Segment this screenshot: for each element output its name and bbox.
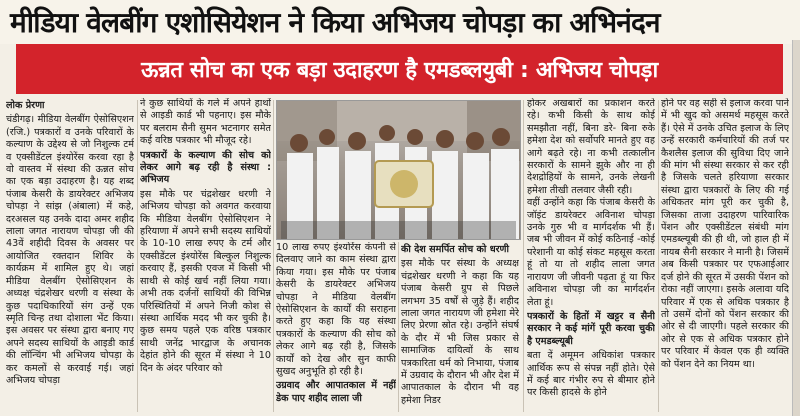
column-4 [401, 242, 519, 412]
divider [273, 100, 274, 412]
column-3 [276, 242, 396, 412]
column-3-subhead: उग्रवाद और आपातकाल में नहीं डेक पाए शहीद लाला जी [276, 380, 396, 404]
column-4-text: इस मौके पर संस्था के अध्यक्ष चंद्रशेखर धरणी ने कहा कि यह पंजाब केसरी ग्रुप से पिछले लगभग 35 वर्षों से जुड़े हैं। शहीद लाला जगत नारायण जी हमेशा मेरे लिए प्रेरणा स्रोत रहे। उन्होंने संघर्ष के दौर में भी जिस प्रकार से सामाजिक दायित्वों के साथ पत्रकारिता धर्म को निभाया, पंजाब में उग्रवाद के दौरान भी और देश में आपातकाल के दौरान भी वह हमेशा निडर [401, 258, 519, 406]
column-2-text-2: इस मौके पर चंद्रशेखर धरणी ने अभिजय चोपड़ा को अवगत करवाया कि मीडिया वेलबींग ऐसोसिएशन ने हरियाणा में अपने सभी सदस्य साथियों के 10-10 लाख रुपए के टर्म और एक्सीडेंटल इंश्योरेंस बिल्कुल निशुल्क करवाए हैं, इसकी एवज में किसी भी साथी से कोई खर्च नहीं लिया गया। अभी तक दर्जनों साथियों की विभिन्न परिस्थितियों में अपने निजी कोश से संस्था आर्थिक मदद भी कर चुकी है। कुछ समय पहले एक वरिष्ठ पत्रकार साथी जनेंद्र भारद्वाज के अचानक देहांत होने की सूरत में संस्था ने 10 दिन के अंदर परिवार को [140, 188, 271, 374]
column-4-subhead: की देश समर्पित सोच को धरणी [401, 244, 509, 255]
column-2 [140, 98, 271, 412]
divider [137, 100, 138, 412]
column-6 [661, 98, 789, 412]
banner-text: ऊन्नत सोच का एक बड़ा उदाहरण है एमडब्लयुबी : अभिजय चोपड़ा [141, 58, 658, 83]
column-1-text: चंडीगढ़। मीडिया वेलबींग ऐसोसिएशन (रजि.) पत्रकारों व उनके परिवारों के कल्याण के उद्देश्य से जो निशुल्क टर्म व एक्सीडेंटल इंश्योरेंस करवा रहा है वो वास्तव में संस्था की ऊन्नत सोच का एक बड़ा उदाहरण है। यह शब्द पंजाब केसरी के डायरेक्टर अभिजय चोपड़ा ने सांझ (अंबाला) में कहे, दरअसल यह उनके दादा अमर शहीद लाला जगत नारायण चोपड़ा जी की 43वें शहीदी दिवस के अवसर पर आयोजित रक्तदान शिविर के कार्यक्रम में शामिल हुए थे। जहां मीडिया वेलबींग ऐसोसिएशन के अध्यक्ष चंद्रशेखर धरणी व संस्था के कुछ पदाधिकारियों संग उन्हें एक स्मृति चिन्ह तथा दोशाला भेंट किया। इस अवसर पर संस्था द्वारा बनाए गए अपने सदस्य साथियों के आइडी कार्ड की लॉन्चिंग भी अभिजय चोपड़ा के कर कमलों से करवाई गई। जहां अभिजय चोपड़ा [6, 114, 134, 386]
column-5-text-1: होकर अखबारों का प्रकाशन करते रहे। कभी किसी के साथ कोई समझौता नहीं, बिना डरे- बिना रुके हमेशा देश को सर्वोपरि मानते हुए वह आगे बढ़ते रहे। ना कभी तत्कालीन सरकारों के सामने झुके और ना ही देशद्रोहियों के सामने, उनके लेखनी हमेशा तीखी तलवार जैसी रही। [527, 98, 655, 196]
column-2-text-1: ने कुछ साथियों के गले में अपने हाथों से आइडी कार्ड भी पहनाए। इस मौके पर बलराम सैनी सुमन भटनागर समेत कई वरिष्ठ पत्रकार भी मौजूद रहे। [140, 98, 271, 147]
column-5-text-3: बता दें अमूमन अधिकांश पत्रकार आर्थिक रूप से संपन्न नहीं होते। ऐसे में कई बार गंभीर रुप से बीमार होने पर किसी हादसे के होने [527, 350, 655, 399]
divider [398, 242, 399, 412]
column-1 [6, 98, 134, 412]
byline: लोक प्रेरणा [6, 100, 45, 111]
column-3-text: 10 लाख रुपए इंश्योरेंस कंपनी से दिलवाए जाने का काम संस्था द्वारा किया गया। इस मौके पर पंजाब केसरी के डायरेक्टर अभिजय चोपड़ा ने मीडिया वेलबींग ऐसोसिएशन के कार्यों की सराहना करते हुए कहा कि यह संस्था पत्रकारों के कल्याण की सोच को लेकर आगे बढ़ रही है, जिसके कार्यों को देख और सुन काफी सुखद अनुभूति हो रही है। [276, 242, 396, 378]
column-5-subhead: पत्रकारों के हितों में खट्टर व सैनी सरकार ने कई मांगें पूरी करवा चुकी है एमडब्ल्यूबी [527, 310, 655, 347]
divider [658, 100, 659, 412]
banner [16, 44, 783, 94]
headline-text: मीडिया वेलबींग एशोसियेशन ने किया अभिजय चोपड़ा का अभिनंदन [10, 6, 660, 39]
news-photo [276, 100, 521, 240]
column-6-text: होने पर वह सही से इलाज करवा पाने में भी खुद को असमर्थ महसूस करते हैं। ऐसे में उनके उचित इलाज के लिए उन्हें सरकारी कर्मचारियों की तर्ज पर कैशलैस इलाज की सुविधा दिए जाने की मांग भी संस्था सरकार से कर रही है जिसके चलते हरियाणा सरकार संस्था द्वारा पत्रकारों के लिए की गई अधिकतर मांग पूरी कर चुकी है, जिसका ताजा उदाहरण पारिवारिक पेंशन और एक्सीडेंटल संबंधी मांग एमडब्ल्यूबी की ही थी, जो हाल ही में नायब सैनी सरकार ने मानी है। जिसमें अब किसी पत्रकार पर एफआईआर दर्ज होने की सूरत में उसकी पेंशन को रोका नहीं जाएगा। इसके अलावा यदि परिवार में एक से अधिक पत्रकार है तो उसमें दोनों को पेंशन सरकार की ओर से दी जाएगी। पहले सरकार की ओर से एक से अधिक पत्रकार होने पर परिवार में केवल एक ही व्यक्ति को पेंशन देने का नियम था। [661, 98, 789, 370]
column-2-subhead: पत्रकारों के कल्याण की सोच को लेकर आगे बढ़ रही है संस्था : अभिजय [140, 149, 271, 186]
column-5 [527, 98, 655, 412]
adjacent-page-edge [792, 40, 800, 416]
divider [523, 100, 524, 412]
headline [0, 0, 800, 44]
event-photo-illustration [277, 101, 520, 239]
column-5-text-2: वहीं उन्होंने कहा कि पंजाब केसरी के जॉइंट डायरेक्टर अविनाश चोपड़ा उनके गुरु भी व मार्गदर्शक भी हैं। जब भी जीवन में कोई कठिनाई -कोई परेशानी या कोई संकट महसूस करता हूं तो या तो शहीद लाला जगत नारायण जी जीवनी पढ़ता हूं या फिर अविनाश चोपड़ा जी का मार्गदर्शन लेता हूं। [527, 197, 655, 308]
